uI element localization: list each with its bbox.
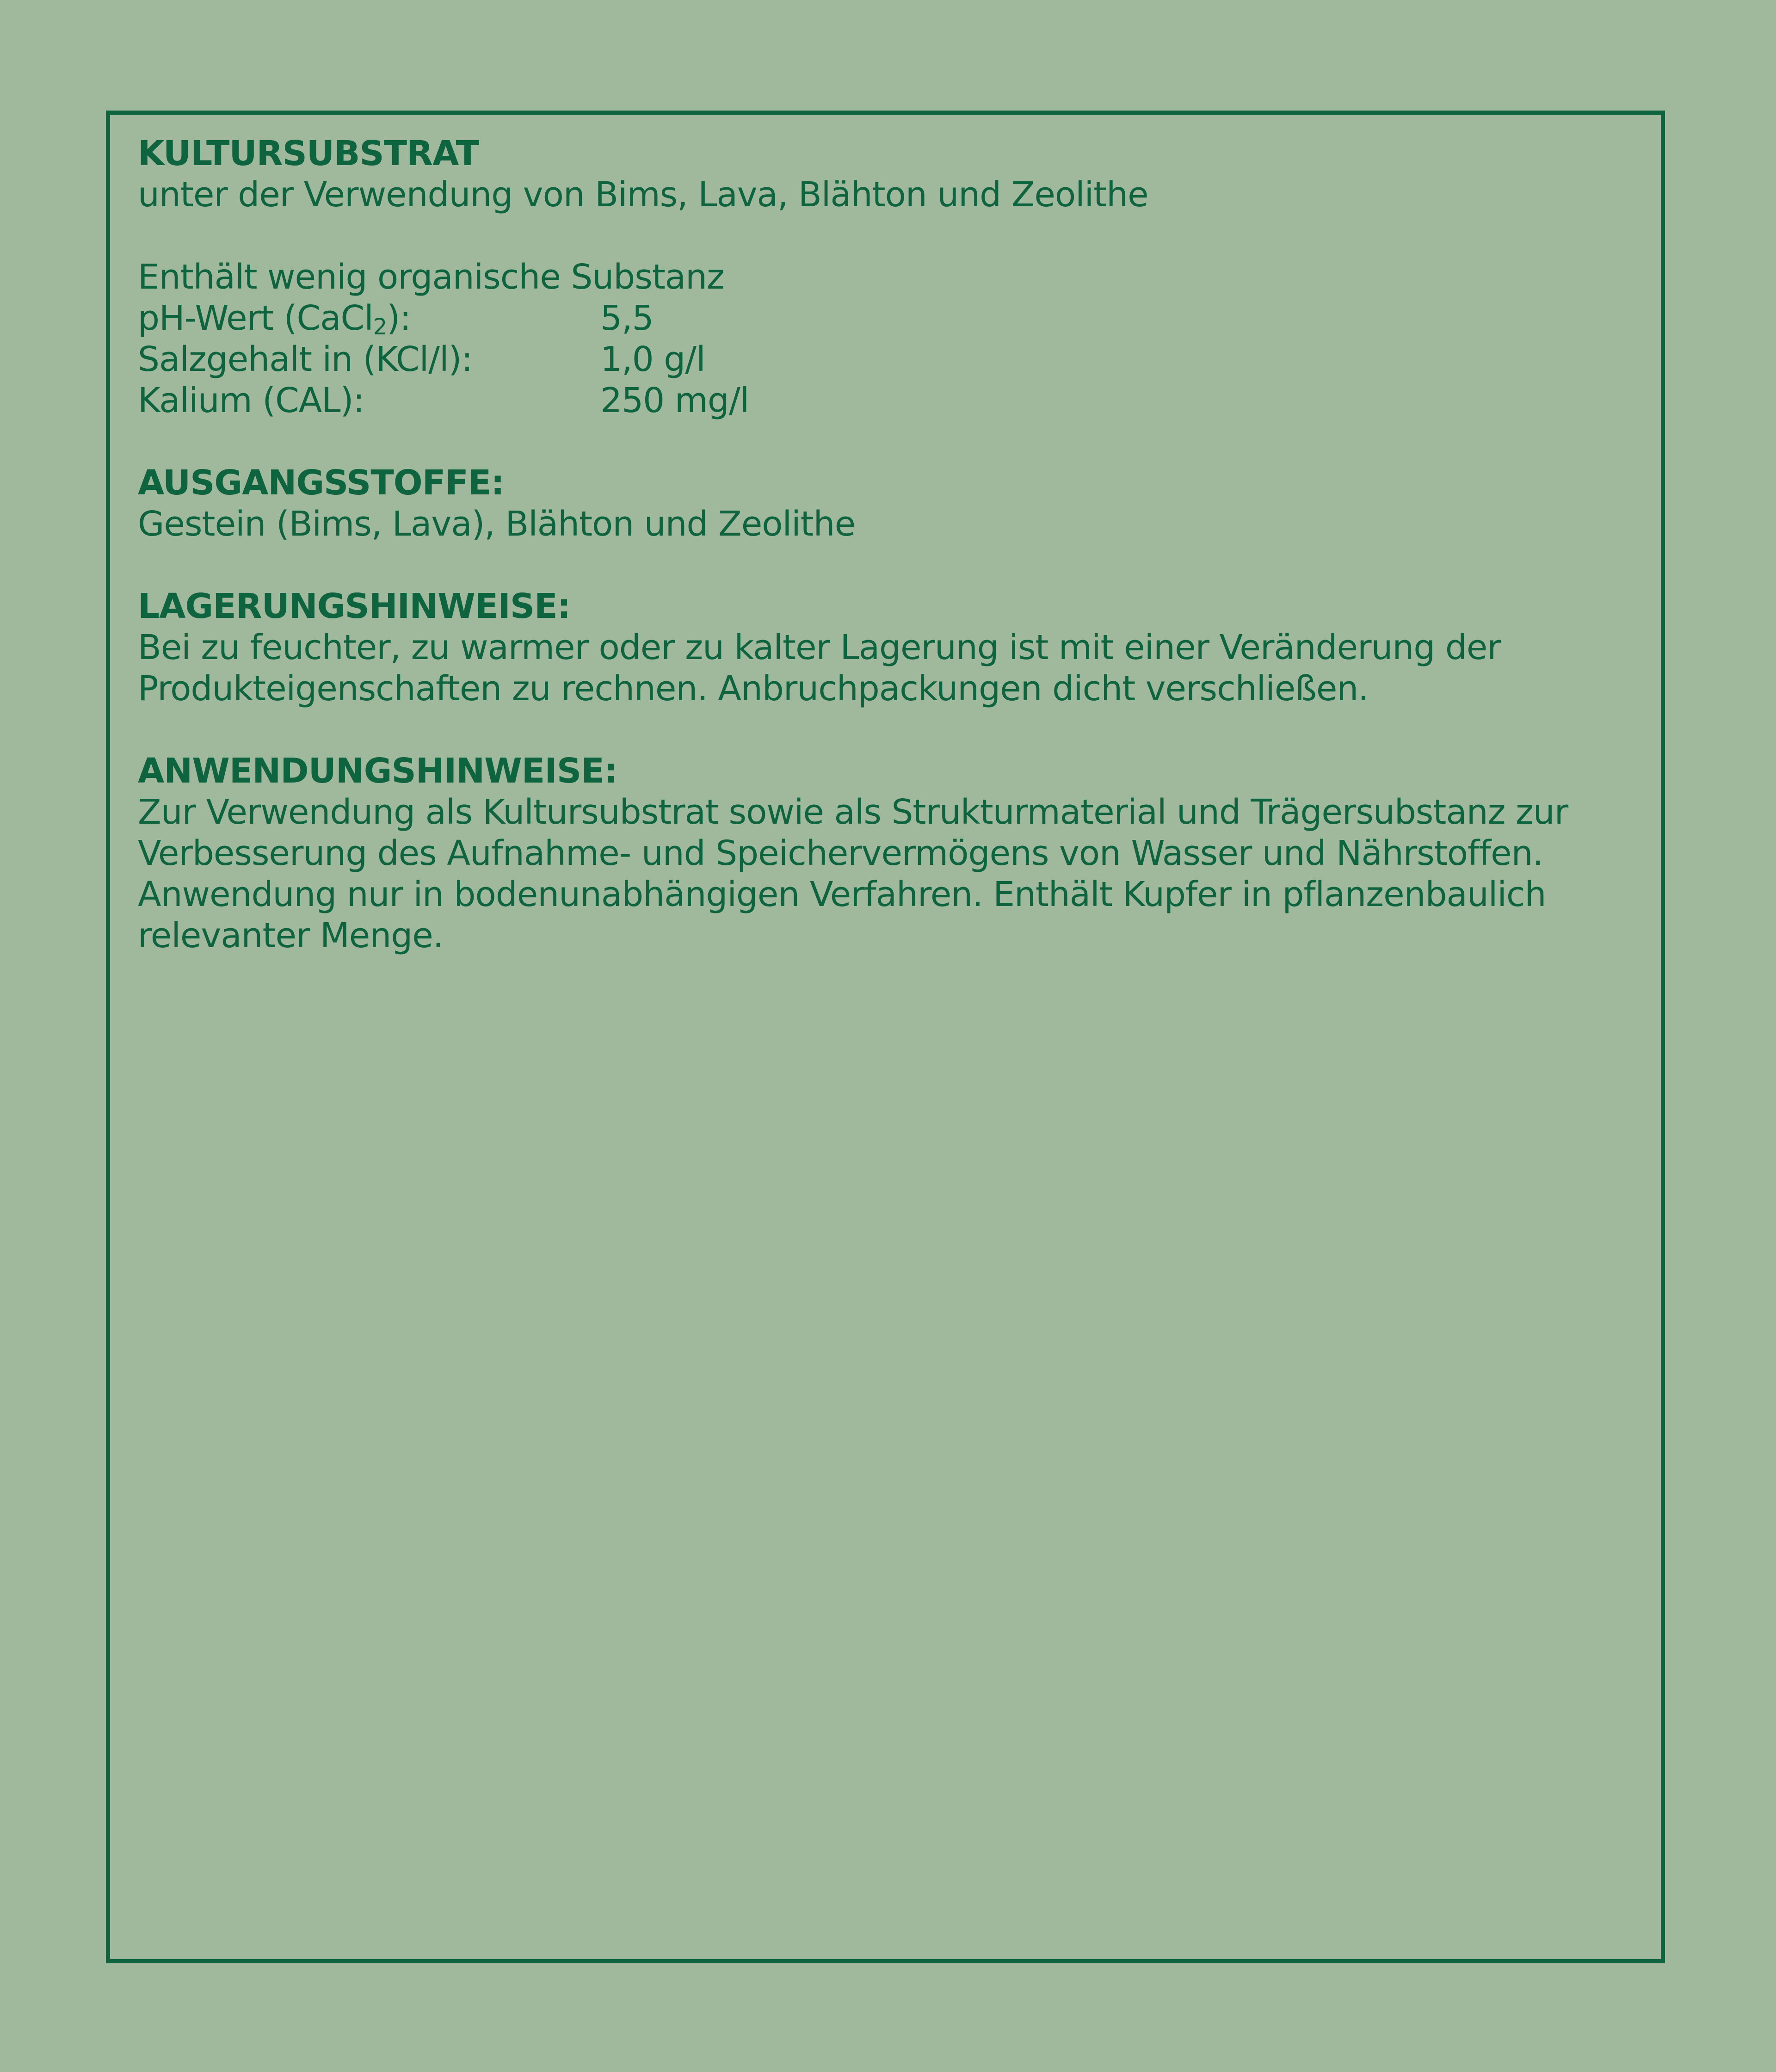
section-text-line: Produkteigenschaften zu rechnen. Anbruchpackungen dicht verschließen. [138,669,1369,709]
section-kultursubstrat [138,133,1618,216]
property-label: Salzgehalt in (KCl/l): [138,339,473,379]
property-row-kalium [138,380,1618,421]
property-row-salzgehalt [138,339,1618,380]
label-content [138,133,1618,998]
section-text-line: Anwendung nur in bodenunabhängigen Verfahren. Enthält Kupfer in pflanzenbaulich [138,875,1546,914]
properties-intro: Enthält wenig organische Substanz [138,257,724,297]
section-properties [138,257,1618,421]
section-text-line: Verbesserung des Aufnahme- und Speichervermögens von Wasser und Nährstoffen. [138,833,1543,873]
property-label: pH-Wert (CaCl$_2$): [138,298,411,340]
section-title: LAGERUNGSHINWEISE: [138,586,571,626]
section-title: ANWENDUNGSHINWEISE: [138,751,617,791]
property-value: 250 mg/l [600,381,749,420]
section-text-line: Zur Verwendung als Kultursubstrat sowie als Strukturmaterial und Trägersubstanz zur [138,792,1568,832]
section-subtitle: unter der Verwendung von Bims, Lava, Blähton und Zeolithe [138,175,1148,215]
section-text-line: relevanter Menge. [138,916,444,956]
property-label: Kalium (CAL): [138,381,364,420]
section-text-line: Bei zu feuchter, zu warmer oder zu kalter Lagerung ist mit einer Veränderung der [138,628,1501,667]
property-value: 1,0 g/l [600,339,705,379]
section-title: AUSGANGSSTOFFE: [138,463,504,503]
section-anwendungshinweise [138,751,1618,956]
property-row-ph [138,298,1618,339]
section-lagerungshinweise [138,586,1618,709]
section-text-line: Gestein (Bims, Lava), Blähton und Zeolithe [138,504,856,544]
property-value: 5,5 [600,298,654,338]
section-title: KULTURSUBSTRAT [138,134,479,173]
section-ausgangsstoffe [138,462,1618,545]
